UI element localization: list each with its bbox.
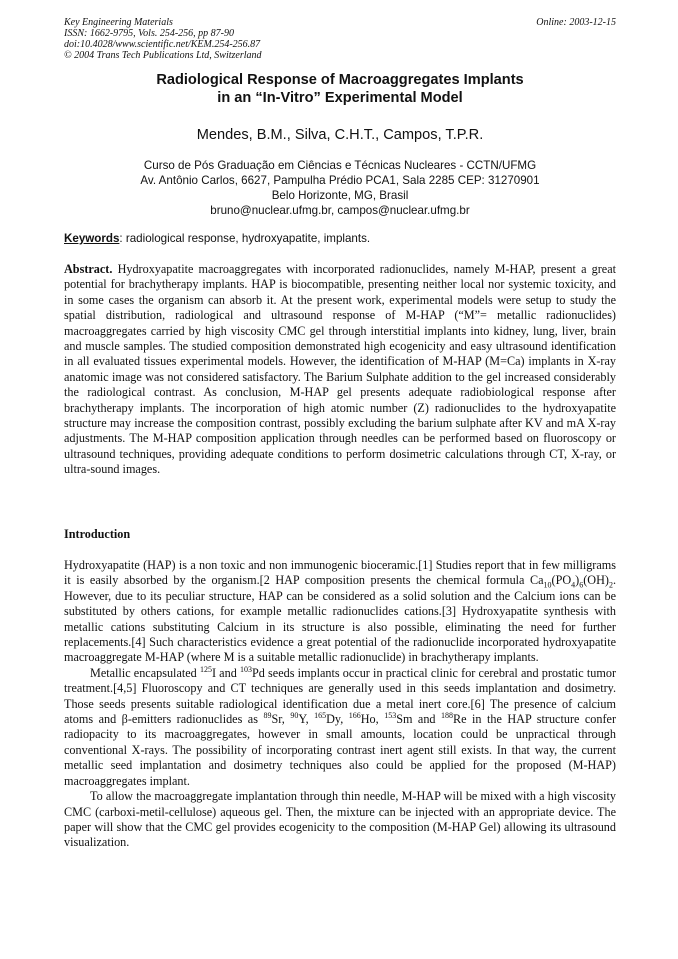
- affiliation-line-1: Curso de Pós Graduação em Ciências e Técnicas Nucleares - CCTN/UFMG: [143, 159, 537, 172]
- copyright-line: © 2004 Trans Tech Publications Ltd, Switzerland: [64, 50, 262, 61]
- p2-sup-2: 103: [239, 664, 252, 674]
- p1-text-b: (PO: [551, 573, 572, 588]
- online-date: Online: 2003-12-15: [536, 17, 616, 28]
- p1-text-d: (OH): [583, 573, 609, 588]
- p2-text-f: Dy,: [326, 712, 349, 727]
- p1-sub-2: 4: [571, 580, 576, 590]
- p2-text-h: Sm and: [396, 712, 442, 727]
- p2-sup-6: 166: [348, 711, 361, 720]
- p1-text-c: ): [575, 573, 580, 588]
- p1-sub-4: 2: [608, 580, 613, 590]
- journal-name: Key Engineering Materials: [64, 17, 173, 28]
- affiliation-line-3: Belo Horizonte, MG, Brasil: [271, 189, 409, 202]
- p2-sup-1: 125: [199, 664, 212, 674]
- p2-sup-3: 89: [263, 711, 272, 720]
- keywords: [64, 231, 616, 246]
- p1-text-a: Hydroxyapatite (HAP) is a non toxic and non immunogenic bioceramic.[1] Studies report that in few milligrams it is easily absorbed by the organism.[2 HAP composition presents the chemical formula Ca: [64, 558, 616, 588]
- section-heading-introduction: Introduction: [64, 527, 131, 541]
- p2-text-b: I and: [211, 665, 240, 680]
- p1-sub-1: 10: [543, 580, 552, 590]
- p2-sup-5: 165: [314, 711, 327, 720]
- intro-paragraph-3: To allow the macroaggregate implantation through thin needle, M-HAP will be mixed with a high viscosity CMC (carboxi-metil-cellulose) aqueous gel. Then, the mixture can be injected with an appropriate device. The paper will show that the CMC gel provides ecogenicity to the composition (M-HAP Gel) allowing its ultrasound visualization.: [64, 789, 616, 850]
- abstract-label: Abstract.: [64, 262, 113, 276]
- affiliation-emails: bruno@nuclear.ufmg.br, campos@nuclear.ufmg.br: [210, 204, 470, 217]
- title-line-1: Radiological Response of Macroaggregates Implants: [156, 72, 524, 88]
- paper-title: [64, 71, 616, 107]
- p2-text-a: Metallic encapsulated: [90, 665, 200, 680]
- keywords-label: Keywords: [64, 232, 120, 245]
- affiliation-line-2: Av. Antônio Carlos, 6627, Pampulha Prédio PCA1, Sala 2285 CEP: 31270901: [140, 174, 540, 187]
- p2-sup-7: 153: [384, 711, 397, 720]
- p2-text-g: Ho,: [360, 712, 385, 727]
- p1-sub-3: 6: [579, 580, 584, 590]
- issn-line: ISSN: 1662-9795, Vols. 254-256, pp 87-90: [64, 28, 234, 39]
- p2-text-c: Pd seeds implants occur in practical clinic for cerebral and prostatic tumor treatment.[4,5] Fluoroscopy and CT techniques are generally used in this seeds implantation and dosimetry. Those seeds presents suitable radiological identification due a metal inert core.[6] The presence of calcium atoms and β-emitters radionuclides as: [64, 665, 617, 727]
- p2-sup-4: 90: [290, 711, 299, 720]
- intro-paragraph-1: [64, 558, 616, 666]
- introduction-body: [64, 558, 616, 851]
- abstract-text: Hydroxyapatite macroaggregates with incorporated radionuclides, namely M-HAP, present a great potential for brachytherapy implants. HAP is biocompatible, presenting neither local nor systemic toxicity, and in some cases the organism can absorb it. At the present work, experimental models were setup to study the spatial distribution, radiological and ultrasound response of M-HAP (“M”= metallic radionuclides) macroaggregates carried by high viscosity CMC gel through interstitial implants into kidney, lung, liver, brain and muscle samples. The studied composition demonstrated high ecogenicity and easy ultrasound identification in all evaluated tissues experimental models. However, the identification of M-HAP (M=Ca) implants in X-ray anatomic image was not considered satisfactory. The Barium Sulphate addition to the gel increased considerably the radiological contrast. As conclusion, M-HAP gel presents adequate radiobiological response after brachytherapy implants. The incorporation of high atomic number (Z) radionuclides to the hydroxyapatite structure may increase the composition contrast, possibly excluding the barium sulphate after KV and mA X-ray adjustments. The M-HAP composition application through needles can be performed based on fluoroscopy or ultrasound techniques, providing adequate conditions to perform dosimetric calculations through CT, X-ray, or ultra-sound images.: [64, 262, 616, 477]
- title-line-2: in an “In-Vitro” Experimental Model: [217, 90, 463, 106]
- p2-text-e: Y,: [298, 712, 315, 727]
- affiliation: [64, 158, 616, 218]
- keywords-text: : radiological response, hydroxyapatite, implants.: [119, 232, 371, 245]
- author-list: Mendes, B.M., Silva, C.H.T., Campos, T.P.R.: [196, 127, 484, 143]
- journal-header: [64, 17, 616, 61]
- p2-sup-8: 188: [441, 711, 454, 720]
- abstract: [64, 262, 616, 478]
- p2-text-d: Sr,: [271, 712, 291, 727]
- intro-paragraph-2: [64, 666, 616, 789]
- p1-text-e: . However, due to its peculiar structure, HAP can be considered as a solid solution and the Calcium ions can be substituted by others cations, for example metallic radionuclides cations.[3] Hydroxyapatite synthesis with metallic cations substituting Calcium in its structure is also possible, eliminating the need for further replacements.[4] Such characteristics evidence a great potential of the radionuclide incorporated hydroxyapatite macroaggregate M-HAP (where M is a suitable metallic radionuclide) in brachytherapy implants.: [64, 573, 616, 665]
- p2-text-i: Re in the HAP structure confer radiopacity to its macroaggregates, however in small amounts, location could be unpractical through conventional X-rays. The possibility of incorporating contrast inert agent still exists. In that way, the current metallic seed implantation and dosimetry techniques also could be applied for the proposed (M-HAP) macroaggregates implant.: [64, 712, 617, 788]
- doi-line: doi:10.4028/www.scientific.net/KEM.254-256.87: [64, 39, 261, 50]
